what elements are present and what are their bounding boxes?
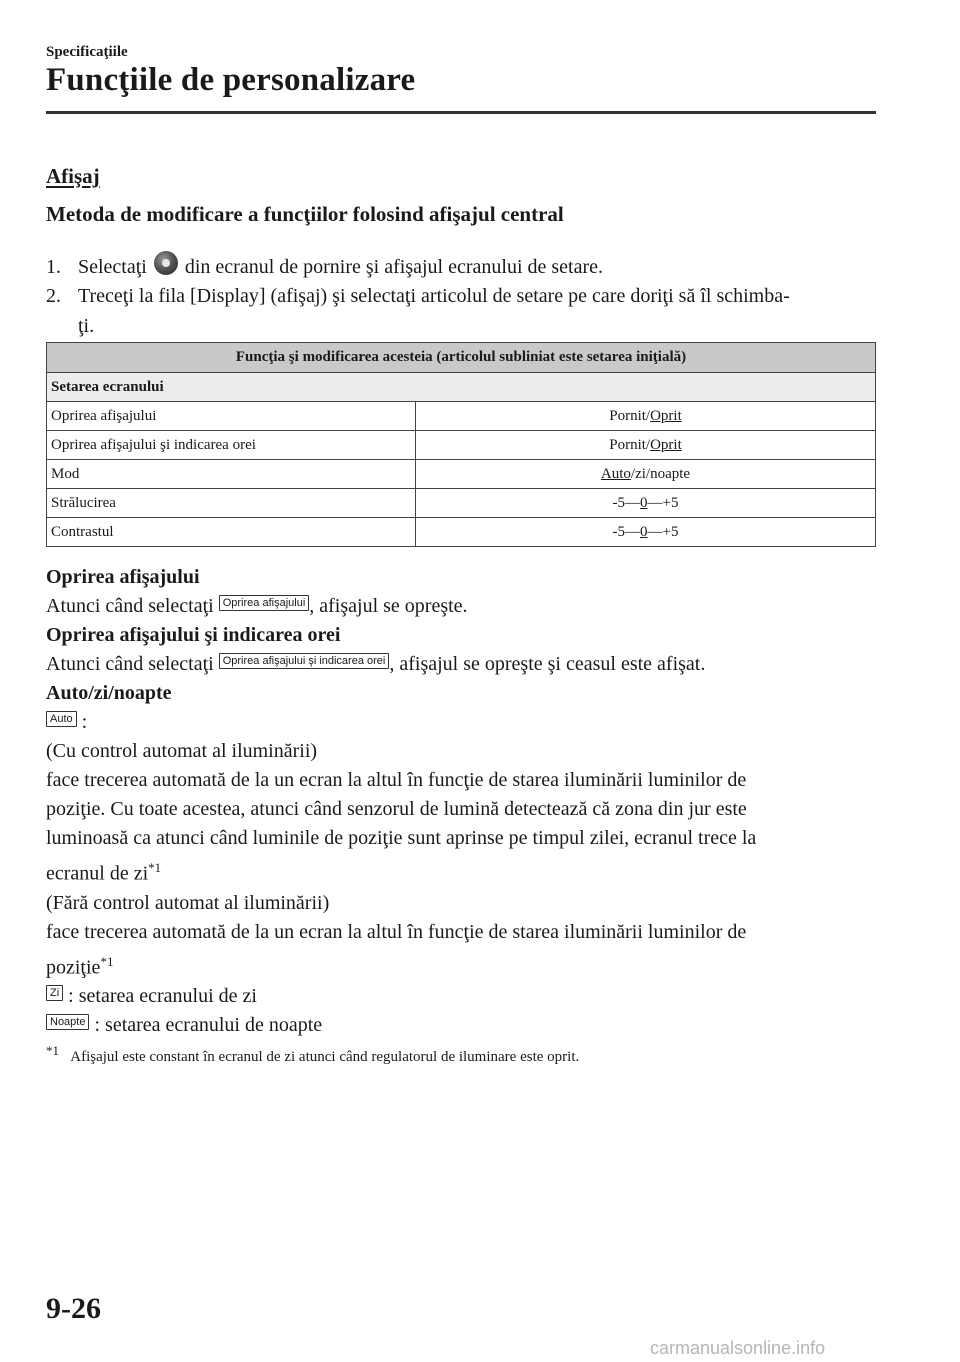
with-control-line: face trecerea automată de la un ecran la altul în funcţie de starea iluminării luminilor de <box>46 769 747 791</box>
step-text-continued: ţi. <box>78 315 95 337</box>
oprirea-heading: Oprirea afişajului <box>46 566 200 588</box>
zi-key-icon: Zi <box>46 985 63 1001</box>
auto-line: Auto : <box>46 708 876 737</box>
ora-key-icon: Oprirea afişajului şi indicarea orei <box>219 653 390 669</box>
row-label: Strălucirea <box>47 489 416 518</box>
footnote: $^{*1}$ Afişajul este constant în ecranul de zi atunci când regulatorul de iluminare este oprit. <box>46 1043 580 1066</box>
table-row <box>47 489 876 518</box>
row-value: -5—0—+5 <box>416 518 876 547</box>
row-label: Oprirea afişajului şi indicarea orei <box>47 431 416 460</box>
watermark: carmanualsonline.info <box>650 1338 826 1358</box>
step-1 <box>46 251 603 282</box>
step-number: 2. <box>46 285 61 307</box>
step-2 <box>46 281 876 341</box>
table-header: Funcţia şi modificarea acesteia (articolul subliniat este setarea iniţială) <box>47 343 876 373</box>
noapte-key-icon: Noapte <box>46 1014 89 1030</box>
page-number: 9-26 <box>46 1292 101 1325</box>
without-control-label: (Fără control automat al iluminării) <box>46 891 330 914</box>
step-text: Treceţi la fila [Display] (afişaj) şi selectaţi articolul de setare pe care doriţi să îl schimba- <box>78 285 790 307</box>
table-row <box>47 402 876 431</box>
table-row <box>47 431 876 460</box>
table-row <box>47 518 876 547</box>
settings-table <box>46 342 876 547</box>
row-label: Contrastul <box>47 518 416 547</box>
noapte-line: Noapte : setarea ecranului de noapte <box>46 1011 876 1040</box>
without-control-last: poziţie$^{*1}$ <box>46 953 114 979</box>
row-label: Oprirea afişajului <box>47 402 416 431</box>
with-control-label: (Cu control automat al iluminării) <box>46 740 318 762</box>
zi-line: Zi : setarea ecranului de zi <box>46 982 876 1011</box>
oprirea-text: Atunci când selectaţi Oprirea afişajului , afişajul se opreşte. <box>46 595 468 617</box>
oprirea-key-icon: Oprirea afişajului <box>219 595 310 611</box>
row-label: Mod <box>47 460 416 489</box>
row-value: -5—0—+5 <box>416 489 876 518</box>
ora-heading: Oprirea afişajului şi indicarea orei <box>46 624 341 646</box>
with-control-line: luminoasă ca atunci când luminile de poziţie sunt aprinse pe timpul zilei, ecranul trece la <box>46 827 757 849</box>
chapter-label: Specificaţiile <box>46 44 128 60</box>
with-control-line: poziţie. Cu toate acestea, atunci când senzorul de lumină detectează că zona din jur este <box>46 798 747 820</box>
section-title: Afişaj <box>46 164 100 188</box>
content-body <box>46 563 876 1068</box>
without-control-line: face trecerea automată de la un ecran la altul în funcţie de starea iluminării luminilor de <box>46 920 747 943</box>
method-title: Metoda de modificare a funcţiilor folosind afişajul central <box>46 202 564 226</box>
auto-heading: Auto/zi/noapte <box>46 682 172 704</box>
table-group: Setarea ecranului <box>47 373 876 402</box>
page-title: Funcţiile de personalizare <box>46 62 416 98</box>
with-control-last: ecranul de $zi^{*1}$ <box>46 860 162 885</box>
footnote-ref: *1 <box>100 953 114 969</box>
footnote-ref: *1 <box>148 860 162 875</box>
step-text: din ecranul de pornire şi afişajul ecranului de setare. <box>184 256 604 278</box>
step-number: 1. <box>46 256 61 278</box>
settings-gear-icon <box>154 251 178 275</box>
step-text: Selectaţi <box>78 256 147 278</box>
auto-key-icon: Auto <box>46 711 77 727</box>
ora-text: Atunci când selectaţi Oprirea afişajului şi indicarea orei , afişajul se opreşte şi ceasul este afişat. <box>46 653 706 675</box>
row-value: Auto/zi/noapte <box>416 460 876 489</box>
row-value: Pornit/Oprit <box>416 431 876 460</box>
row-value: Pornit/Oprit <box>416 402 876 431</box>
table-row <box>47 460 876 489</box>
title-rule <box>46 111 876 114</box>
